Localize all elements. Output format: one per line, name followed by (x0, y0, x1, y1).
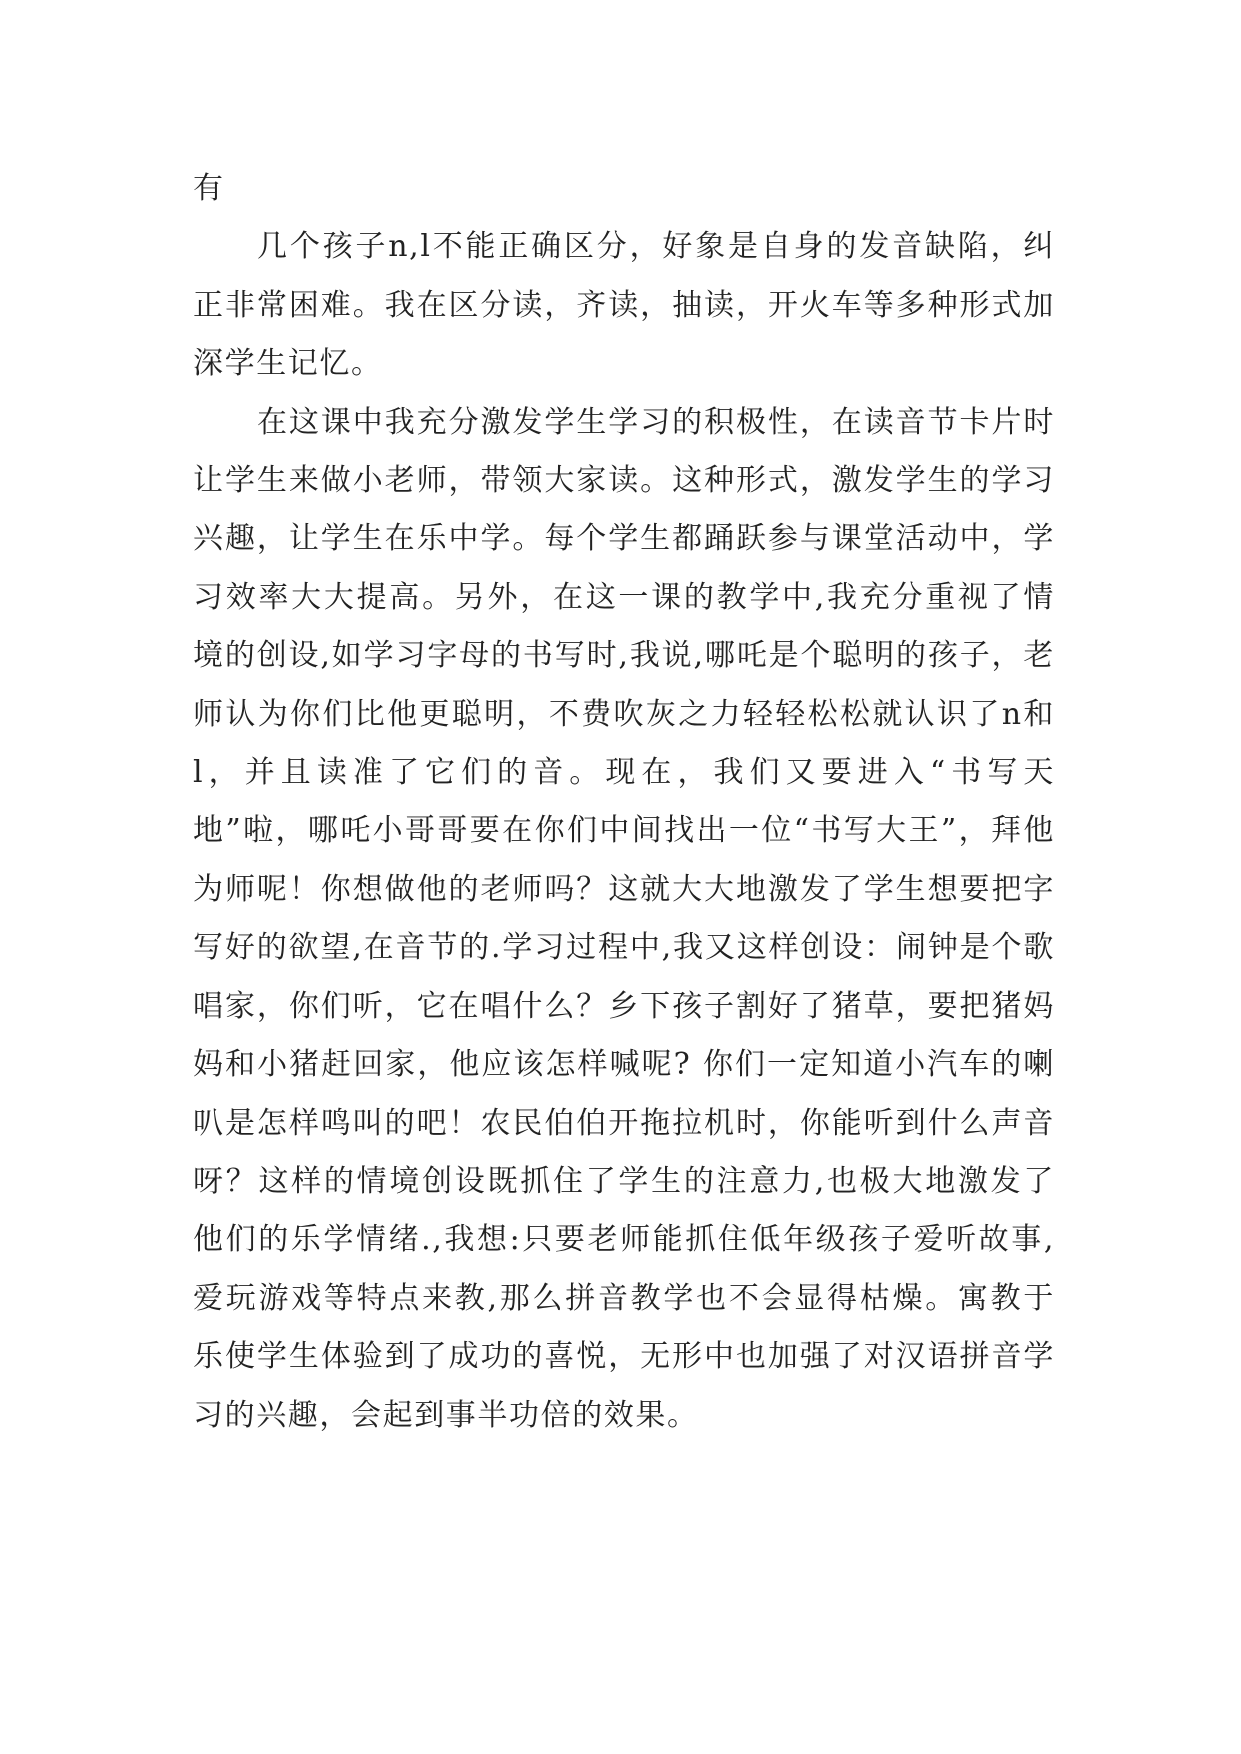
paragraph-teaching-reflection: 在这课中我充分激发学生学习的积极性，在读音节卡片时让学生来做小老师，带领大家读。这种形式，激发学生的学习兴趣，让学生在乐中学。每个学生都踊跃参与课堂活动中，学习效率大大提高。另外，在这一课的教学中,我充分重视了情境的创设,如学习字母的书写时,我说,哪吒是个聪明的孩子，老师认为你们比他更聪明，不费吹灰之力轻轻松松就认识了n和l，并且读准了它们的音。现在，我们又要进入“书写天地”啦，哪吒小哥哥要在你们中间找出一位“书写大王”，拜他为师呢！你想做他的老师吗？这就大大地激发了学生想要把字写好的欲望,在音节的.学习过程中,我又这样创设：闹钟是个歌唱家，你们听，它在唱什么？乡下孩子割好了猪草，要把猪妈妈和小猪赶回家，他应该怎样喊呢? 你们一定知道小汽车的喇叭是怎样鸣叫的吧！农民伯伯开拖拉机时，你能听到什么声音呀？这样的情境创设既抓住了学生的注意力,也极大地激发了他们的乐学情绪.,我想:只要老师能抓住低年级孩子爱听故事,爱玩游戏等特点来教,那么拼音教学也不会显得枯燥。寓教于乐使学生体验到了成功的喜悦，无形中也加强了对汉语拼音学习的兴趣，会起到事半功倍的效果。 (193, 404, 1055, 1433)
document-body (193, 160, 1055, 1445)
paragraph-fragment: 有 (193, 171, 225, 206)
paragraph-pronunciation: 几个孩子n,l不能正确区分，好象是自身的发音缺陷，纠正非常困难。我在区分读，齐读，抽读，开火车等多种形式加深学生记忆。 (193, 229, 1055, 382)
